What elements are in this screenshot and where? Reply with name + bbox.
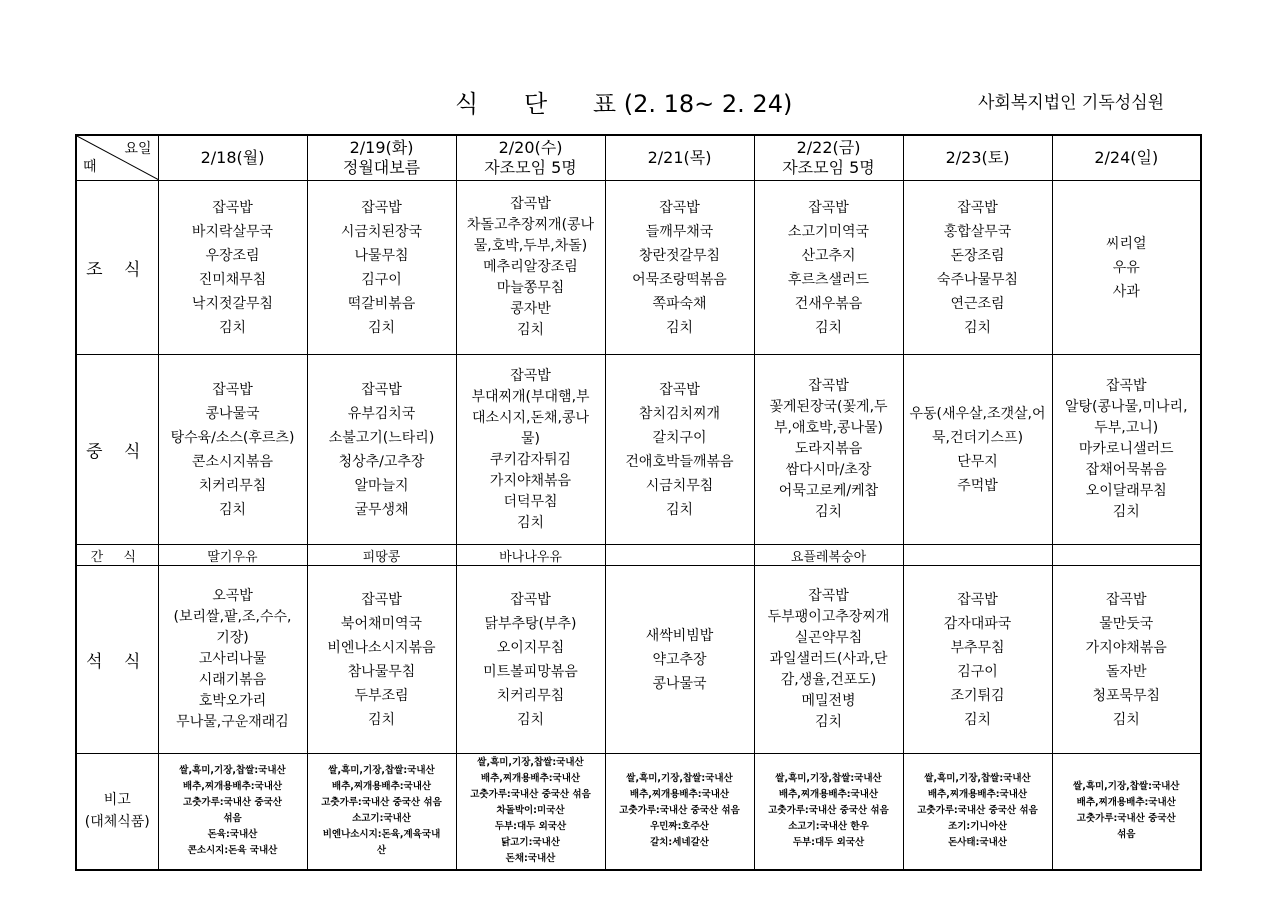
- menu-item: 마카로니샐러드: [1078, 441, 1174, 457]
- header-row: [76, 135, 1201, 181]
- menu-item: 가지야채볶음: [489, 472, 572, 489]
- day-header: 2/22(금) 자조모임 5명: [754, 135, 903, 181]
- menu-item: 시래기볶음: [198, 672, 267, 688]
- menu-item: 김치: [516, 322, 545, 338]
- menu-item: 물): [521, 430, 540, 447]
- menu-item: 잡곡밥: [510, 367, 551, 384]
- menu-item: 기장): [216, 630, 249, 646]
- menu-item: 돌자반: [1105, 663, 1147, 680]
- menu-item: 돈장조림: [950, 247, 1005, 264]
- menu-item: 돈채:국내산: [505, 853, 556, 865]
- remarks-cell: [158, 754, 307, 870]
- menu-item: 소불고기(느타리): [328, 429, 435, 446]
- menu-item: 두부:대두 외국산: [494, 821, 567, 833]
- menu-item: 새싹비빔밥: [645, 627, 714, 644]
- menu-item: 우민짜:호주산: [650, 821, 709, 833]
- menu-item: 물,호박,두부,차돌): [473, 238, 588, 254]
- breakfast-cell: [307, 181, 456, 355]
- breakfast-cell: [754, 181, 903, 355]
- lunch-row: [76, 355, 1201, 545]
- menu-item: 산: [376, 845, 387, 857]
- dinner-cell: [158, 566, 307, 754]
- menu-item: 콩나물국: [652, 675, 707, 692]
- lunch-cell: [307, 355, 456, 545]
- menu-item: 섞음: [223, 813, 242, 825]
- menu-item: 콘소시지:돈육 국내산: [187, 845, 278, 857]
- menu-table: [75, 134, 1202, 871]
- menu-item: 김치: [665, 501, 694, 518]
- breakfast-cell: [158, 181, 307, 355]
- snack-cell: 딸기우유: [158, 545, 307, 566]
- menu-item: 두부:대두 외국산: [792, 837, 865, 849]
- remarks-cell: [903, 754, 1052, 870]
- menu-item: 잡곡밥: [361, 591, 402, 608]
- menu-item: 약고추장: [652, 651, 707, 668]
- day-header: 2/21(목): [605, 135, 754, 181]
- menu-item: 소고기:국내산: [352, 813, 411, 825]
- menu-item: 들깨무채국: [645, 223, 714, 240]
- menu-item: 잡곡밥: [808, 378, 849, 394]
- menu-item: 진미채무침: [198, 271, 267, 288]
- lunch-cell: [903, 355, 1052, 545]
- menu-item: 콩자반: [510, 301, 551, 317]
- menu-item: 고춧가루:국내산 중국산: [1076, 813, 1176, 825]
- menu-item: 호박오가리: [198, 693, 267, 709]
- menu-item: 탕수육/소스(후르츠): [170, 429, 295, 446]
- lunch-cell: [754, 355, 903, 545]
- menu-item: 과일샐러드(사과,단: [769, 651, 888, 667]
- menu-item: 쌀,흑미,기장,찹쌀:국내산: [626, 773, 733, 785]
- menu-item: 차돌박이:미국산: [496, 805, 565, 817]
- menu-item: 고춧가루:국내산 중국산 섞음: [321, 797, 442, 809]
- breakfast-cell: [903, 181, 1052, 355]
- menu-item: 후르츠샐러드: [787, 271, 870, 288]
- menu-item: 무나물,구운재래김: [176, 714, 289, 730]
- menu-item: 참치김치찌개: [638, 405, 721, 422]
- menu-item: 숙주나물무침: [936, 271, 1019, 288]
- remarks-row: [76, 754, 1201, 870]
- menu-item: 물만둣국: [1099, 615, 1154, 632]
- menu-item: 닭부추탕(부추): [484, 615, 577, 632]
- menu-item: 홍합살무국: [943, 223, 1012, 240]
- remarks-cell: [754, 754, 903, 870]
- menu-item: 미트볼피망볶음: [483, 663, 578, 680]
- menu-item: 쌀,흑미,기장,찹쌀:국내산: [924, 773, 1031, 785]
- menu-item: 콘소시지볶음: [191, 453, 274, 470]
- remarks-cell: [605, 754, 754, 870]
- menu-item: 연근조림: [950, 295, 1005, 312]
- meal-label: 조 식: [76, 181, 158, 355]
- menu-item: 떡갈비볶음: [347, 295, 416, 312]
- menu-item: 소고기:국내산 한우: [788, 821, 869, 833]
- remarks-label: 비고 (대체식품): [76, 754, 158, 870]
- snack-cell: 바나나우유: [456, 545, 605, 566]
- menu-item: 나물무침: [354, 247, 409, 264]
- menu-item: 가지야채볶음: [1085, 639, 1167, 656]
- dinner-cell: [307, 566, 456, 754]
- menu-item: 김치: [814, 504, 843, 520]
- menu-item: 오곡밥: [212, 588, 253, 604]
- menu-item: 도라지볶음: [794, 441, 863, 457]
- menu-item: 갈치:세네갈산: [650, 837, 709, 849]
- day-header: 2/23(토): [903, 135, 1052, 181]
- menu-item: 쪽파숙채: [652, 295, 707, 312]
- menu-item: 마늘쫑무침: [496, 280, 565, 296]
- day-header: 2/19(화) 정월대보름: [307, 135, 456, 181]
- menu-item: 고사리나물: [198, 651, 267, 667]
- menu-item: 부,애호박,콩나물): [773, 420, 884, 436]
- menu-item: (보리쌀,팥,조,수수,: [173, 609, 292, 625]
- snack-cell: 요플레복숭아: [754, 545, 903, 566]
- snack-cell: [605, 545, 754, 566]
- menu-item: 쌀,흑미,기장,찹쌀:국내산: [179, 765, 286, 777]
- snack-cell: 피땅콩: [307, 545, 456, 566]
- organization-name: 사회복지법인 기독성심원: [978, 93, 1165, 113]
- day-header: 2/20(수) 자조모임 5명: [456, 135, 605, 181]
- menu-item: 김치: [516, 711, 545, 728]
- menu-item: 꽃게된장국(꽃게,두: [769, 399, 888, 415]
- menu-item: 잡곡밥: [659, 381, 700, 398]
- lunch-cell: [1052, 355, 1201, 545]
- menu-item: 고춧가루:국내산 중국산 섞음: [619, 805, 740, 817]
- breakfast-row: [76, 181, 1201, 355]
- menu-item: 낙지젓갈무침: [191, 295, 274, 312]
- menu-item: 우장조림: [205, 247, 260, 264]
- menu-item: 쌀,흑미,기장,찹쌀:국내산: [1073, 781, 1180, 793]
- menu-item: 쌀,흑미,기장,찹쌀:국내산: [775, 773, 882, 785]
- dinner-cell: [1052, 566, 1201, 754]
- menu-item: 사과: [1112, 283, 1140, 300]
- menu-item: 실곤약무침: [794, 630, 863, 646]
- menu-item: 오이지무침: [496, 639, 565, 656]
- menu-item: 잡곡밥: [361, 199, 402, 216]
- menu-item: 북어채미역국: [340, 615, 423, 632]
- menu-item: 배추,찌개용배추:국내산: [480, 773, 581, 785]
- menu-item: 대소시지,돈채,콩나: [471, 409, 590, 426]
- menu-item: 쿠키감자튀김: [489, 451, 572, 468]
- menu-item: 비엔나소시지:돈육,계육국내: [322, 829, 441, 841]
- corner-cell: [76, 135, 158, 181]
- menu-item: 고춧가루:국내산 중국산: [183, 797, 282, 809]
- corner-day-label: 요일: [124, 141, 152, 157]
- menu-item: 돈사태:국내산: [948, 837, 1007, 849]
- dinner-cell: [456, 566, 605, 754]
- dinner-cell: [754, 566, 903, 754]
- menu-item: 김치: [1112, 504, 1140, 520]
- menu-item: 치커리무침: [198, 477, 267, 494]
- menu-item: 오이달래무침: [1085, 483, 1167, 499]
- menu-item: 김치: [516, 514, 545, 531]
- meal-label: 중 식: [76, 355, 158, 545]
- snack-row: [76, 545, 1201, 566]
- menu-item: 고춧가루:국내산 중국산 섞음: [768, 805, 889, 817]
- menu-item: 두부조림: [354, 687, 409, 704]
- menu-item: 청포묵무침: [1092, 687, 1161, 704]
- menu-item: 청상추/고추장: [338, 453, 425, 470]
- meal-label: 석 식: [76, 566, 158, 754]
- menu-item: 유부김치국: [347, 405, 416, 422]
- dinner-cell: [903, 566, 1052, 754]
- menu-item: 메밀전병: [801, 693, 856, 709]
- menu-item: 어묵조랑떡볶음: [632, 271, 727, 288]
- menu-item: 콩나물국: [205, 405, 260, 422]
- menu-item: 잡곡밥: [212, 381, 253, 398]
- menu-item: 시금치된장국: [340, 223, 423, 240]
- menu-item: 잡곡밥: [659, 199, 700, 216]
- menu-item: 잡곡밥: [510, 196, 551, 212]
- menu-item: 참나물무침: [347, 663, 416, 680]
- menu-item: 잡곡밥: [361, 381, 402, 398]
- remarks-cell: [307, 754, 456, 870]
- breakfast-cell: [1052, 181, 1201, 355]
- menu-item: 쌈다시마/초장: [785, 462, 872, 478]
- menu-item: 김구이: [957, 663, 998, 680]
- menu-item: 잡곡밥: [510, 591, 551, 608]
- menu-item: 알마늘지: [354, 477, 409, 494]
- menu-item: 배추,찌개용배추:국내산: [927, 789, 1028, 801]
- page-title: 식 단 표 (2. 18~ 2. 24): [455, 90, 793, 118]
- menu-item: 우유: [1112, 259, 1140, 276]
- day-header: 2/24(일): [1052, 135, 1201, 181]
- menu-item: 잡곡밥: [808, 588, 849, 604]
- menu-item: 김치: [218, 501, 247, 518]
- menu-item: 배추,찌개용배추:국내산: [331, 781, 432, 793]
- menu-item: 치커리무침: [496, 687, 565, 704]
- menu-item: 메추리알장조림: [483, 259, 578, 275]
- menu-item: 섞음: [1117, 829, 1136, 841]
- menu-item: 조기:기니아산: [948, 821, 1007, 833]
- menu-item: 잡곡밥: [808, 199, 849, 216]
- menu-item: 알탕(콩나물,미나리,: [1064, 399, 1188, 415]
- menu-item: 조기튀김: [950, 687, 1005, 704]
- menu-item: 건애호박들깨볶음: [625, 453, 734, 470]
- menu-item: 건새우볶음: [794, 295, 863, 312]
- menu-item: 부대찌개(부대햄,부: [471, 388, 590, 405]
- menu-item: 김치: [367, 319, 396, 336]
- lunch-cell: [456, 355, 605, 545]
- corner-meal-label: 때: [83, 159, 97, 175]
- menu-item: 김치: [665, 319, 694, 336]
- menu-item: 김치: [1112, 711, 1140, 728]
- menu-item: 김치: [814, 714, 843, 730]
- menu-item: 잡곡밥: [212, 199, 253, 216]
- menu-item: 배추,찌개용배추:국내산: [629, 789, 730, 801]
- menu-item: 쌀,흑미,기장,찹쌀:국내산: [328, 765, 435, 777]
- menu-item: 김치: [814, 319, 843, 336]
- menu-item: 비엔나소시지볶음: [327, 639, 436, 656]
- menu-item: 묵,건더기스프): [931, 429, 1024, 446]
- dinner-cell: [605, 566, 754, 754]
- menu-item: 부추무침: [950, 639, 1005, 656]
- menu-item: 잡곡밥: [957, 199, 998, 216]
- breakfast-cell: [456, 181, 605, 355]
- menu-item: 우동(새우살,조갯살,어: [909, 405, 1046, 422]
- menu-item: 더덕무침: [503, 493, 558, 510]
- menu-item: 쌀,흑미,기장,찹쌀:국내산: [477, 757, 584, 769]
- lunch-cell: [605, 355, 754, 545]
- dinner-row: [76, 566, 1201, 754]
- menu-item: 김치: [963, 319, 992, 336]
- menu-item: 김치: [963, 711, 992, 728]
- menu-item: 시금치무침: [645, 477, 714, 494]
- menu-item: 갈치구이: [652, 429, 707, 446]
- day-header: 2/18(월): [158, 135, 307, 181]
- menu-item: 고춧가루:국내산 중국산 섞음: [917, 805, 1038, 817]
- menu-item: 잡곡밥: [1105, 591, 1147, 608]
- menu-item: 두부,고니): [1094, 420, 1159, 436]
- snack-cell: [1052, 545, 1201, 566]
- menu-item: 배추,찌개용배추:국내산: [182, 781, 283, 793]
- menu-item: 닭고기:국내산: [501, 837, 560, 849]
- menu-item: 잡곡밥: [957, 591, 998, 608]
- menu-item: 고춧가루:국내산 중국산 섞음: [470, 789, 591, 801]
- meal-label: 간 식: [76, 545, 158, 566]
- menu-item: 어묵고로케/케찹: [778, 483, 879, 499]
- menu-item: 김구이: [361, 271, 402, 288]
- menu-item: 감자대파국: [943, 615, 1012, 632]
- menu-item: 잡곡밥: [1105, 378, 1147, 394]
- menu-item: 주먹밥: [957, 477, 998, 494]
- menu-item: 굴무생채: [354, 501, 409, 518]
- remarks-cell: [456, 754, 605, 870]
- menu-item: 배추,찌개용배추:국내산: [1076, 797, 1176, 809]
- menu-item: 산고추지: [801, 247, 856, 264]
- menu-item: 창란젓갈무침: [638, 247, 721, 264]
- menu-item: 차돌고추장찌개(콩나: [466, 217, 595, 233]
- menu-item: 김치: [218, 319, 247, 336]
- remarks-cell: [1052, 754, 1201, 870]
- menu-item: 김치: [367, 711, 396, 728]
- menu-item: 두부팽이고추장찌개: [767, 609, 890, 625]
- menu-item: 배추,찌개용배추:국내산: [778, 789, 879, 801]
- menu-item: 바지락살무국: [191, 223, 274, 240]
- menu-item: 씨리얼: [1105, 235, 1147, 252]
- lunch-cell: [158, 355, 307, 545]
- menu-item: 소고기미역국: [787, 223, 870, 240]
- menu-item: 감,생율,건포도): [780, 672, 877, 688]
- menu-item: 돈육:국내산: [207, 829, 258, 841]
- menu-item: 단무지: [957, 453, 998, 470]
- menu-item: 잡채어묵볶음: [1085, 462, 1167, 478]
- snack-cell: [903, 545, 1052, 566]
- breakfast-cell: [605, 181, 754, 355]
